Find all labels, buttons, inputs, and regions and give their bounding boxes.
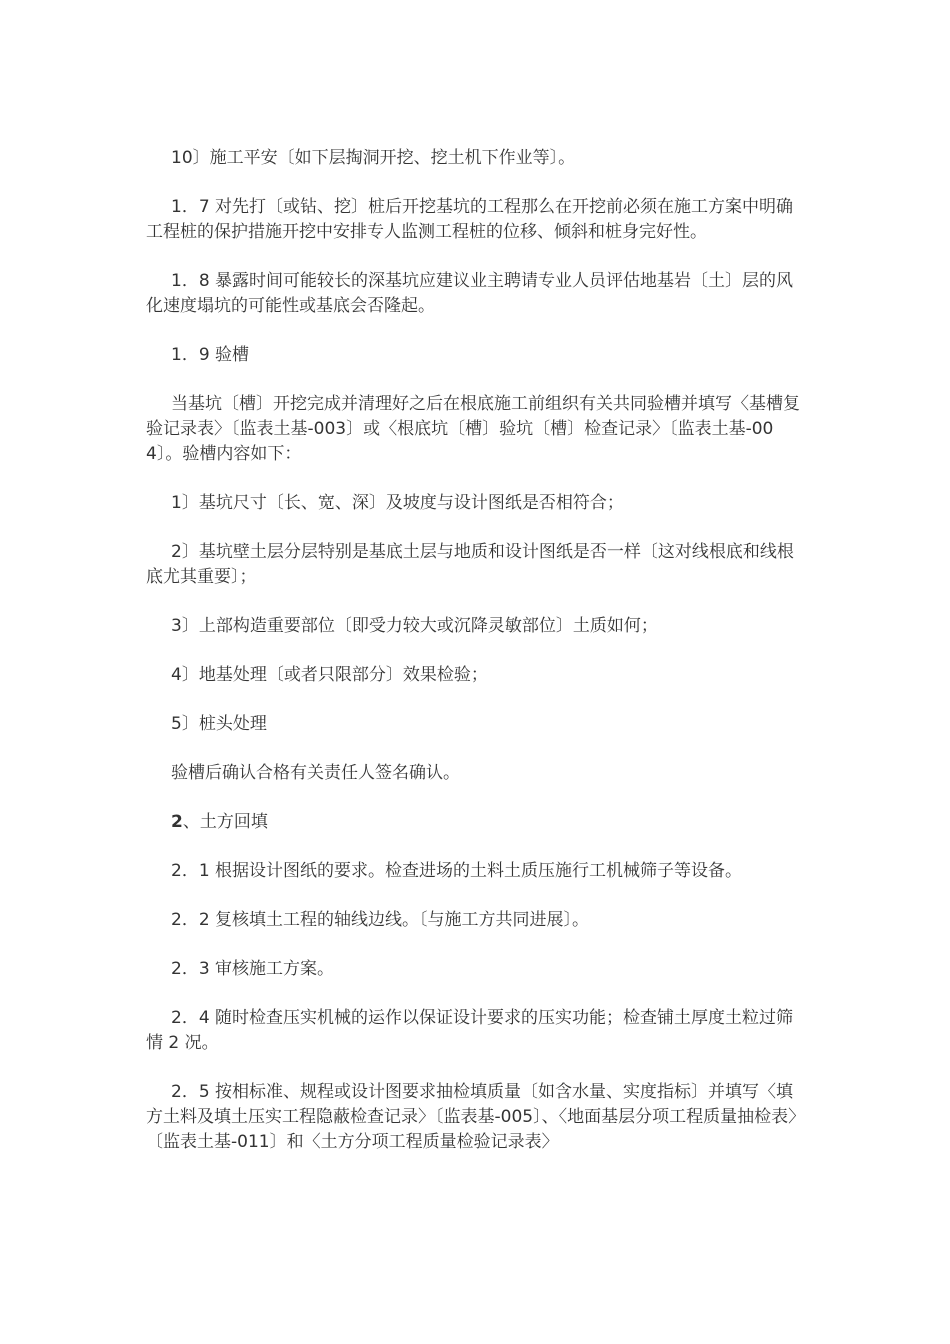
list-item-3: 3〕上部构造重要部位〔即受力较大或沉降灵敏部位〕土质如何； <box>171 616 658 636</box>
list-item-5: 5〕桩头处理 <box>171 714 267 734</box>
paragraph-2-2: 2．2 复核填土工程的轴线边线。〔与施工方共同进展〕。 <box>171 910 590 930</box>
paragraph-inspection-intro: 当基坑〔槽〕开挖完成并清理好之后在根底施工前组织有关共同验槽并填写〈基槽复验记录表〉〔监表土基-003〕或〈根底坑〔槽〕验坑〔槽〕检查记录〉〔监表土基-004〕。验槽内容如下： <box>146 394 800 464</box>
document-body <box>146 146 806 1179</box>
paragraph-2-3: 2．3 审核施工方案。 <box>171 959 335 979</box>
list-item-1: 1〕基坑尺寸〔长、宽、深〕及坡度与设计图纸是否相符合； <box>171 493 624 513</box>
paragraph-1-10: 10〕施工平安〔如下层掏洞开挖、挖土机下作业等〕。 <box>171 148 576 168</box>
paragraph-1-7: 1．7 对先打〔或钻、挖〕桩后开挖基坑的工程那么在开挖前必须在施工方案中明确工程桩的保护措施开挖中安排专人监测工程桩的位移、倾斜和桩身完好性。 <box>146 197 794 242</box>
paragraph-1-8: 1．8 暴露时间可能较长的深基坑应建议业主聘请专业人员评估地基岩〔土〕层的风化速度塌坑的可能性或基底会否隆起。 <box>146 271 794 316</box>
paragraph-2-5: 2．5 按相标准、规程或设计图要求抽检填质量〔如含水量、实度指标〕并填写〈填方土料及填土压实工程隐蔽检查记录〉〔监表基-005〕、〈地面基层分项工程质量抽检表〉〔监表土基-011〕和〈土方分项工程质量检验记录表〉 <box>146 1082 806 1152</box>
paragraph-2-1: 2．1 根据设计图纸的要求。检查进场的土料土质压施行工机械筛子等设备。 <box>171 861 743 881</box>
heading-1-9: 1．9 验槽 <box>171 345 250 365</box>
section-number: 2 <box>171 812 183 832</box>
list-item-2: 2〕基坑壁土层分层特别是基底土层与地质和设计图纸是否一样〔这对线根底和线根底尤其重要〕； <box>146 542 794 587</box>
paragraph-2-4: 2．4 随时检查压实机械的运作以保证设计要求的压实功能；检查铺土厚度土粒过筛情 2 况。 <box>146 1008 794 1053</box>
section-title: 、土方回填 <box>182 812 268 832</box>
list-item-4: 4〕地基处理〔或者只限部分〕效果检验； <box>171 665 488 685</box>
section-heading-2 <box>146 810 806 835</box>
paragraph-confirmation: 验槽后确认合格有关责任人签名确认。 <box>171 763 460 783</box>
